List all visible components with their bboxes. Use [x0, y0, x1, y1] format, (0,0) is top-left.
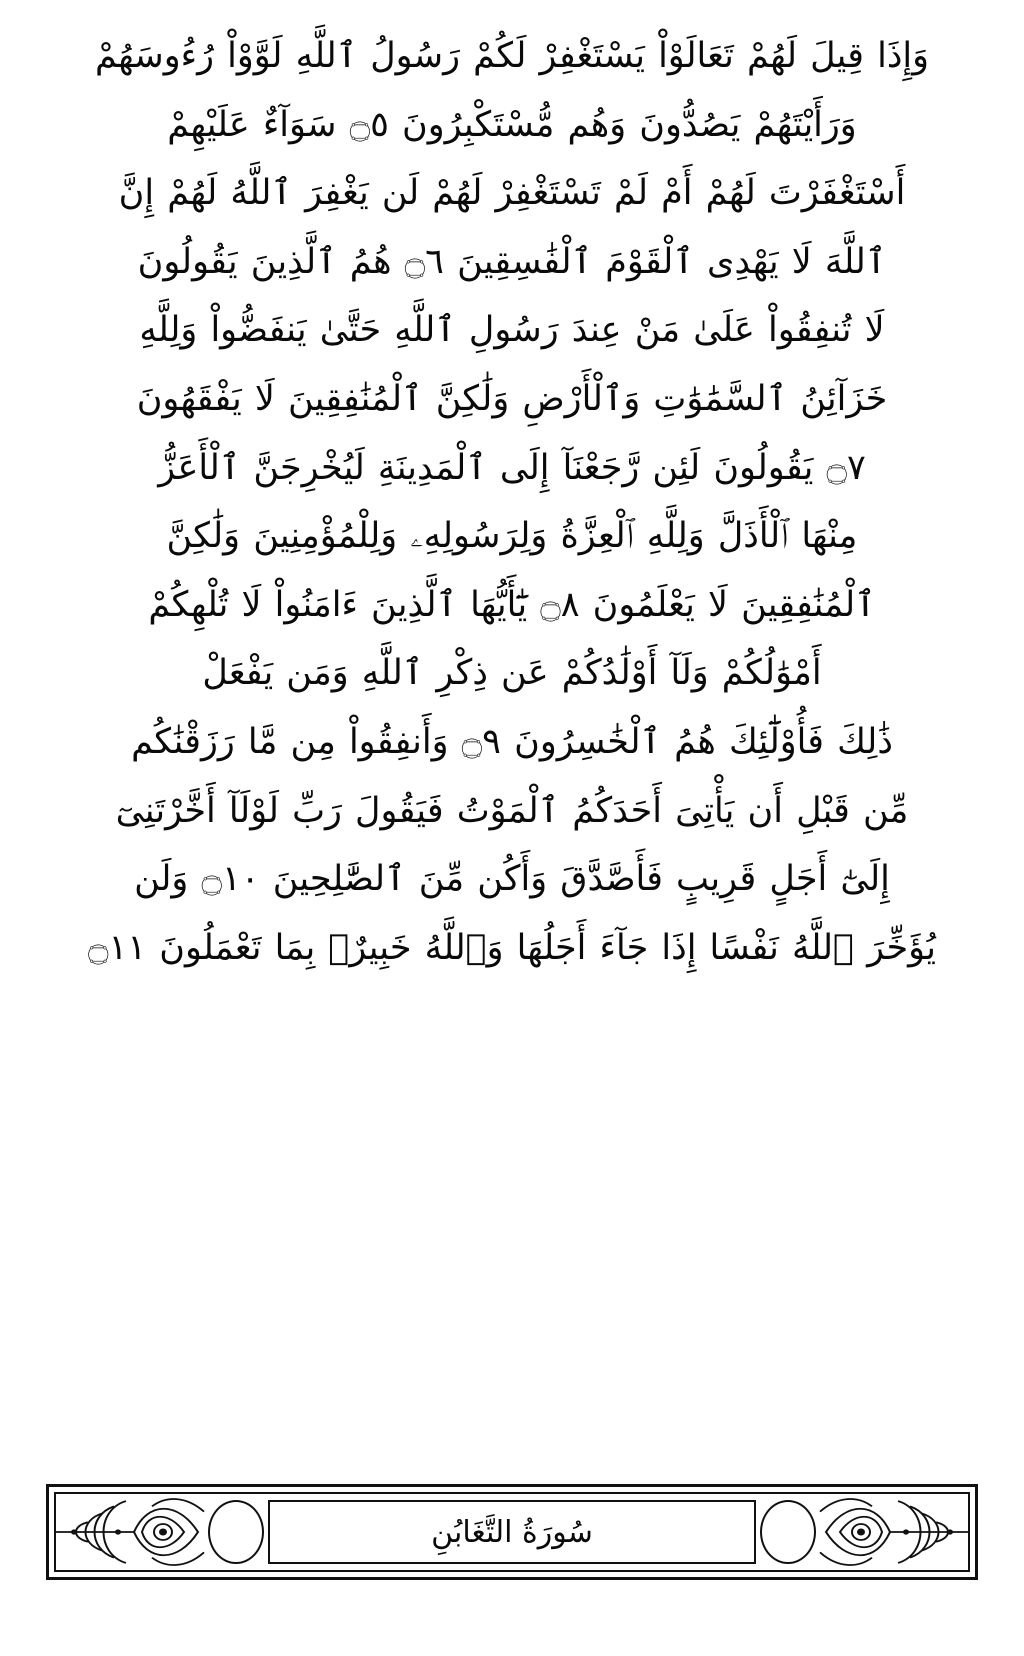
quran-line: لَا تُنفِقُواْ عَلَىٰ مَنْ عِندَ رَسُولِ ٱللَّهِ حَتَّىٰ يَنفَضُّواْ وَلِلَّهِ: [139, 310, 885, 351]
quran-line: ذَٰلِكَ فَأُوْلَٰٓئِكَ هُمُ ٱلْخَٰسِرُونَ ۝٩ وَأَنفِقُواْ مِن مَّا رَزَقْنَٰكُم: [131, 721, 893, 762]
quran-line: مِّن قَبْلِ أَن يَأْتِىَ أَحَدَكُمُ ٱلْمَوْتُ فَيَقُولَ رَبِّ لَوْلَآ أَخَّرْتَنِىٓ: [115, 790, 909, 831]
quran-line: ۝٧ يَقُولُونَ لَئِن رَّجَعْنَآ إِلَى ٱلْمَدِينَةِ لَيُخْرِجَنَّ ٱلْأَعَزُّ: [158, 447, 866, 488]
cartouche-ornament-icon: [208, 1500, 264, 1564]
surah-title: سُورَةُ التَّغَابُنِ: [431, 1514, 593, 1550]
quran-line: ٱلْمُنَٰفِقِينَ لَا يَعْلَمُونَ ۝٨ يَٰٓأَيُّهَا ٱلَّذِينَ ءَامَنُواْ لَا تُلْهِكُمْ: [148, 584, 876, 625]
mushaf-text-block: [46, 22, 978, 982]
surah-footer-band-inner: [54, 1492, 970, 1572]
surah-title-frame: [268, 1500, 756, 1564]
arabesque-ornament-icon: [56, 1494, 206, 1570]
quran-line: خَزَآئِنُ ٱلسَّمَٰوَٰتِ وَٱلْأَرْضِ وَلَٰكِنَّ ٱلْمُنَٰفِقِينَ لَا يَفْقَهُونَ: [136, 378, 888, 419]
quran-line: يُؤَخِّرَ ٱللَّهُ نَفْسًا إِذَا جَآءَ أَجَلُهَا وَٱللَّهُ خَبِيرٌۢ بِمَا تَعْمَلُونَ ۝١١: [88, 927, 936, 968]
quran-line: ٱللَّهَ لَا يَهْدِى ٱلْقَوْمَ ٱلْفَٰسِقِينَ ۝٦ هُمُ ٱلَّذِينَ يَقُولُونَ: [137, 241, 887, 282]
cartouche-ornament-icon: [760, 1500, 816, 1564]
arabesque-ornament-icon: [818, 1494, 968, 1570]
quran-line: أَمْوَٰلُكُمْ وَلَآ أَوْلَٰدُكُمْ عَن ذِكْرِ ٱللَّهِ وَمَن يَفْعَلْ: [202, 653, 822, 694]
quran-line: وَإِذَا قِيلَ لَهُمْ تَعَالَوْاْ يَسْتَغْفِرْ لَكُمْ رَسُولُ ٱللَّهِ لَوَّوْاْ رُءُوسَهُمْ: [94, 36, 930, 76]
quran-line: إِلَىٰٓ أَجَلٍ قَرِيبٍ فَأَصَّدَّقَ وَأَكُن مِّنَ ٱلصَّٰلِحِينَ ۝١٠ وَلَن: [134, 859, 890, 900]
quran-line: وَرَأَيْتَهُمْ يَصُدُّونَ وَهُم مُّسْتَكْبِرُونَ ۝٥ سَوَآءٌ عَلَيْهِمْ: [167, 104, 857, 145]
quran-line: أَسْتَغْفَرْتَ لَهُمْ أَمْ لَمْ تَسْتَغْفِرْ لَهُمْ لَن يَغْفِرَ ٱللَّهُ لَهُمْ إِنَّ: [118, 173, 906, 214]
quran-line: مِنْهَا ٱلْأَذَلَّ وَلِلَّهِ ٱلْعِزَّةُ وَلِرَسُولِهِۦ وَلِلْمُؤْمِنِينَ وَلَٰكِنَّ: [166, 516, 858, 557]
surah-footer-band: [46, 1484, 978, 1580]
